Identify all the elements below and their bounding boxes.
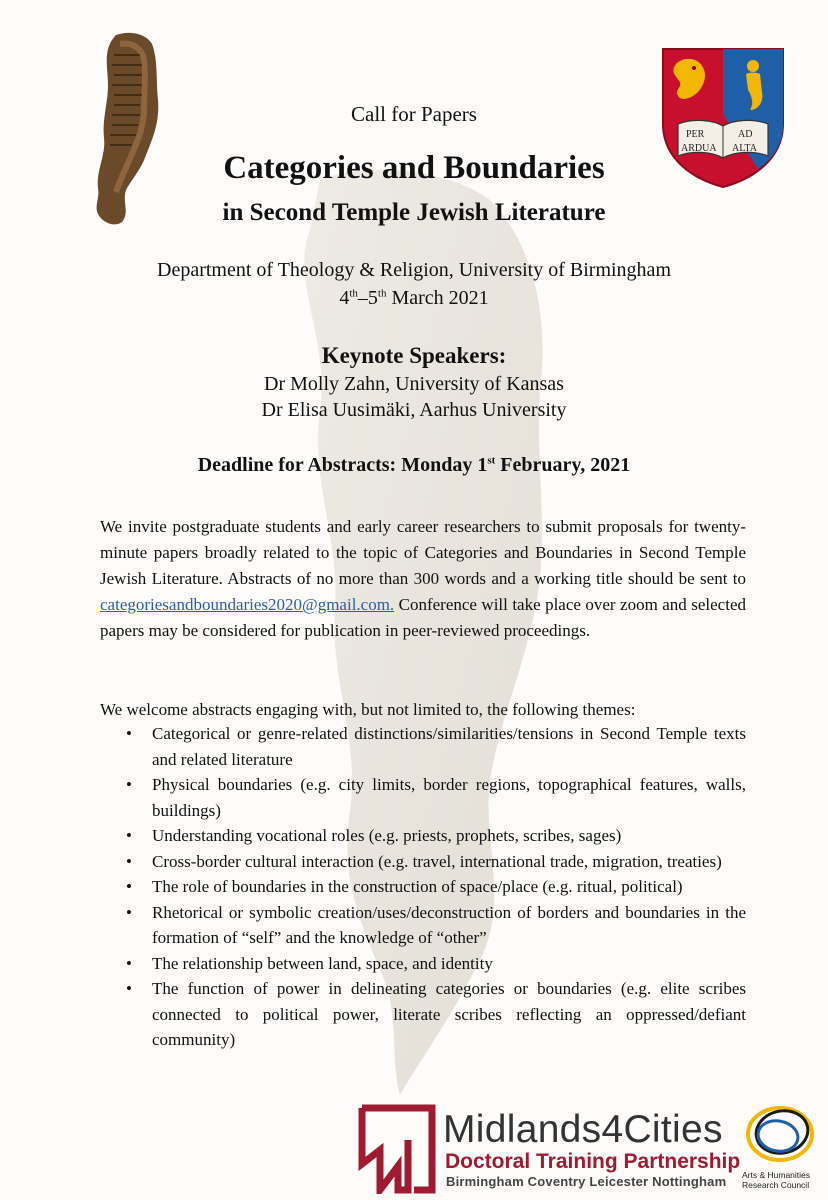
abstract-deadline: Deadline for Abstracts: Monday 1st February, 2021 (197, 454, 631, 476)
motto-per: PER (686, 129, 705, 140)
intro-paragraph: We invite postgraduate students and early career researchers to submit proposals for twenty-minute papers broadly related to the topic of Categories and Boundaries in Second Temple Jewish Literature. Abstracts of no more than 300 words and a working title should be sent to categoriesandboundaries2020@gmail.com. Conference will take place over zoom and selected papers may be considered for publication in peer-reviewed proceedings. (100, 517, 746, 640)
conference-dates: 4th–5th March 2021 (339, 287, 489, 309)
midlands4cities-logo (358, 1104, 741, 1196)
keynote-speaker: Dr Molly Zahn, University of Kansas (264, 373, 564, 395)
motto-alta: ALTA (732, 143, 757, 154)
motto-ad: AD (738, 129, 753, 140)
list-item: • The relationship between land, space, and identity (100, 951, 746, 977)
bullet-icon: • (126, 877, 132, 896)
bullet-icon: • (126, 851, 132, 871)
ahrc-text: Arts & Humanities Research Council (742, 1170, 811, 1190)
list-item: • Categorical or genre-related distinctions/similarities/tensions in Second Temple texts and related literature (100, 721, 746, 772)
m4c-name: Midlands4Cities (443, 1108, 723, 1151)
m4c-subtitle: Doctoral Training Partnership (445, 1150, 741, 1173)
list-item: • The role of boundaries in the construction of space/place (e.g. ritual, political) (100, 874, 746, 900)
bullet-icon: • (126, 826, 132, 845)
m4c-cities: Birmingham Coventry Leicester Nottingham (446, 1174, 727, 1189)
ahrc-rings-icon (740, 1100, 820, 1166)
bullet-icon: • (126, 775, 132, 794)
list-item: • Rhetorical or symbolic creation/uses/deconstruction of borders and boundaries in the formation of “self” and the knowledge of “other” (100, 900, 746, 951)
bullet-icon: • (126, 724, 132, 743)
keynote-speaker: Dr Elisa Uusimäki, Aarhus University (261, 399, 567, 421)
themes-list (100, 721, 746, 1053)
list-item: • Physical boundaries (e.g. city limits, border regions, topographical features, walls, buildings) (100, 772, 746, 823)
bullet-icon: • (126, 979, 132, 998)
motto-ardua: ARDUA (681, 143, 717, 154)
themes-lead: We welcome abstracts engaging with, but not limited to, the following themes: (100, 700, 636, 719)
department-line: Department of Theology & Religion, University of Birmingham (157, 259, 671, 281)
list-item: • The function of power in delineating categories or boundaries (e.g. elite scribes connected to political power, literate scribes reflecting an oppressed/defiant community) (100, 976, 746, 1053)
contact-email-link[interactable]: categoriesandboundaries2020@gmail.com. (100, 595, 395, 614)
bullet-icon: • (126, 902, 132, 922)
page-title: Categories and Boundaries (223, 150, 605, 186)
ahrc-logo (736, 1098, 824, 1196)
list-item: • Cross-border cultural interaction (e.g. travel, international trade, migration, treaties) (100, 849, 746, 875)
keynote-heading: Keynote Speakers: (321, 343, 507, 368)
list-item: • Understanding vocational roles (e.g. priests, prophets, scribes, sages) (100, 823, 746, 849)
bullet-icon: • (126, 953, 132, 973)
m4c-mark-icon (358, 1104, 436, 1194)
call-for-papers-label: Call for Papers (351, 102, 477, 126)
page-subtitle: in Second Temple Jewish Literature (222, 199, 606, 226)
